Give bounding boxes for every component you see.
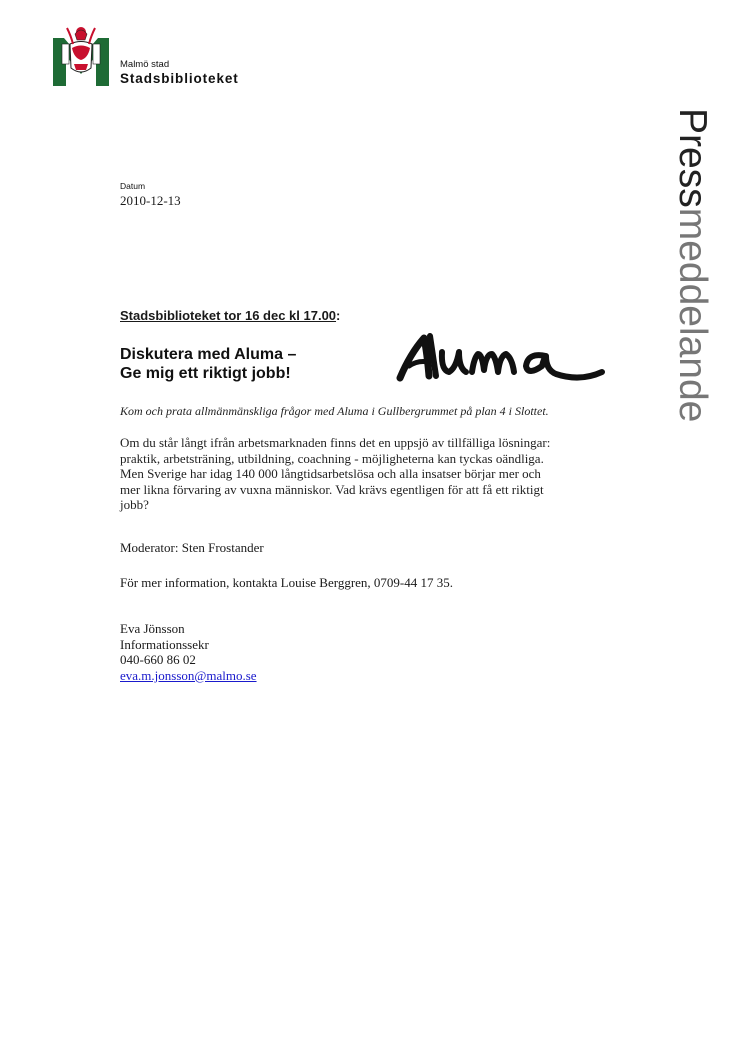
event-where-when: Stadsbiblioteket tor 16 dec kl 17.00 — [120, 308, 337, 323]
org-name: Stadsbiblioteket — [120, 71, 239, 86]
contact-title: Informationssekr — [120, 636, 209, 652]
more-info-line: För mer information, kontakta Louise Berggren, 0709-44 17 35. — [120, 575, 454, 590]
aluma-logo — [396, 330, 610, 386]
event-suffix: : — [336, 308, 341, 323]
document-type-meddelande: meddelande — [671, 207, 714, 423]
intro-text: Kom och prata allmänmänskliga frågor med Aluma i Gullbergrummet på plan 4 i Slottet. — [120, 404, 549, 418]
moderator-line: Moderator: Sten Frostander — [120, 540, 264, 555]
event-time-location — [120, 308, 340, 323]
contact-block — [120, 621, 257, 683]
date-label: Datum — [120, 181, 146, 191]
org-subtitle: Malmö stad — [120, 59, 170, 70]
headline-line-1: Diskutera med Aluma – — [120, 346, 297, 363]
contact-email-link[interactable]: eva.m.jonsson@malmo.se — [120, 667, 257, 683]
contact-phone: 040-660 86 02 — [120, 652, 196, 668]
malmo-coat-of-arms-icon — [53, 24, 109, 86]
document-type-label — [673, 108, 712, 422]
contact-name: Eva Jönsson — [120, 621, 185, 636]
date-value: 2010-12-13 — [120, 193, 181, 208]
headline-line-2: Ge mig ett riktigt jobb! — [120, 365, 291, 382]
body-text: Om du står långt ifrån arbetsmarknaden finns det en uppsjö av tillfälliga lösningar: praktik, arbetsträning, utbildning, coachning - möjligheterna kan tyckas oändliga. Men Sverige har idag 140 000 långtidsarbetslösa och alla insatser börjar mer och mer likna förvaring av vuxna människor. Vad krävs egentligen för att få ett riktigt jobb? — [120, 435, 551, 513]
headline — [120, 345, 296, 383]
document-type-press: Press — [671, 108, 714, 208]
